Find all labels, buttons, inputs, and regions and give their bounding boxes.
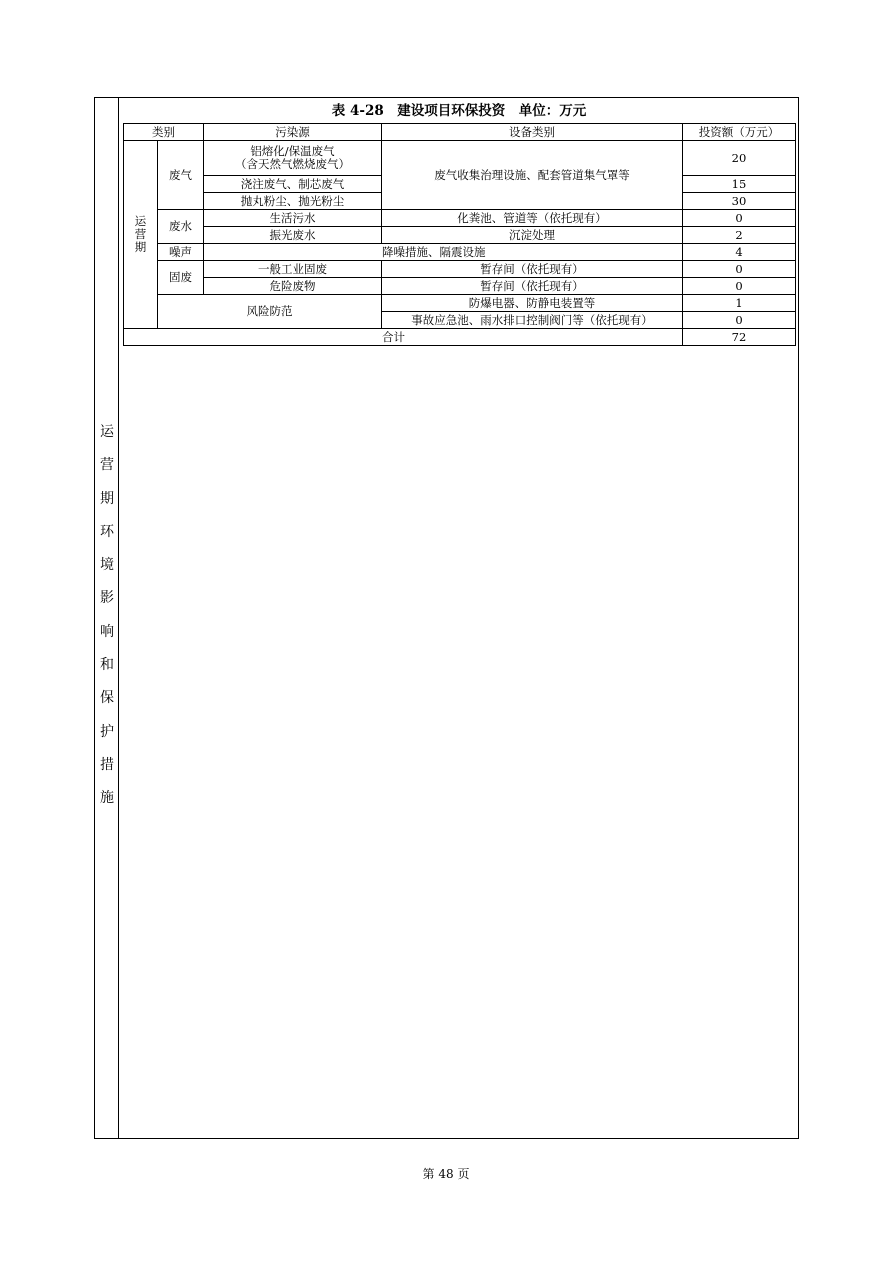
value-cell: 0 bbox=[683, 210, 796, 227]
total-label: 合计 bbox=[382, 329, 405, 344]
table-row bbox=[124, 295, 796, 312]
source-cell: 一般工业固废 bbox=[204, 261, 382, 278]
source-line: 铝熔化/保温废气 bbox=[250, 144, 335, 158]
group-noise: 噪声 bbox=[158, 244, 204, 261]
total-label-cell bbox=[124, 329, 683, 346]
header-investment: 投资额（万元） bbox=[683, 124, 796, 141]
source-cell bbox=[204, 141, 382, 176]
value-cell: 0 bbox=[683, 261, 796, 278]
source-cell: 抛丸粉尘、抛光粉尘 bbox=[204, 193, 382, 210]
table-title: 表 4-28 建设项目环保投资 单位：万元 bbox=[331, 103, 587, 119]
side-char: 保 bbox=[100, 690, 114, 707]
side-char: 环 bbox=[100, 523, 114, 540]
gas-equipment-cell: 废气收集治理设施、配套管道集气罩等 bbox=[382, 141, 683, 210]
side-char: 影 bbox=[100, 590, 114, 607]
value-cell: 20 bbox=[683, 141, 796, 176]
group-risk: 风险防范 bbox=[158, 295, 382, 329]
header-equipment: 设备类别 bbox=[382, 124, 683, 141]
group-waste-water: 废水 bbox=[158, 210, 204, 244]
value-cell: 0 bbox=[683, 312, 796, 329]
table-row bbox=[124, 244, 796, 261]
source-line: （含天然气燃烧废气） bbox=[235, 157, 350, 171]
source-cell: 危险废物 bbox=[204, 278, 382, 295]
period-char: 运 bbox=[134, 214, 147, 228]
side-char: 护 bbox=[100, 723, 114, 740]
header-category: 类别 bbox=[124, 124, 204, 141]
side-char: 运 bbox=[100, 424, 114, 440]
period-char: 营 bbox=[134, 227, 147, 241]
source-cell: 浇注废气、制芯废气 bbox=[204, 176, 382, 193]
period-char: 期 bbox=[134, 240, 147, 254]
equipment-cell: 暂存间（依托现有） bbox=[382, 261, 683, 278]
noise-equipment: 降噪措施、隔震设施 bbox=[382, 244, 486, 259]
table-row bbox=[124, 261, 796, 278]
equipment-cell: 事故应急池、雨水排口控制阀门等（依托现有） bbox=[382, 312, 683, 329]
investment-table bbox=[123, 123, 796, 346]
total-row bbox=[124, 329, 796, 346]
side-char: 期 bbox=[100, 490, 114, 507]
page-number: 第 48 页 bbox=[422, 1167, 470, 1181]
group-waste-gas: 废气 bbox=[158, 141, 204, 210]
side-column bbox=[95, 98, 119, 1138]
value-cell: 1 bbox=[683, 295, 796, 312]
header-source: 污染源 bbox=[204, 124, 382, 141]
value-cell: 0 bbox=[683, 278, 796, 295]
value-cell: 2 bbox=[683, 227, 796, 244]
source-cell: 振光废水 bbox=[204, 227, 382, 244]
side-label bbox=[95, 416, 119, 816]
side-char: 施 bbox=[100, 790, 114, 807]
table-row bbox=[124, 278, 796, 295]
equipment-cell: 暂存间（依托现有） bbox=[382, 278, 683, 295]
value-cell: 4 bbox=[683, 244, 796, 261]
value-cell: 30 bbox=[683, 193, 796, 210]
side-char: 措 bbox=[100, 756, 114, 773]
side-char: 境 bbox=[100, 557, 114, 574]
table-row bbox=[124, 227, 796, 244]
equipment-cell: 防爆电器、防静电装置等 bbox=[382, 295, 683, 312]
table-row bbox=[124, 210, 796, 227]
source-cell: 生活污水 bbox=[204, 210, 382, 227]
period-cell bbox=[124, 141, 158, 329]
total-value: 72 bbox=[683, 329, 796, 346]
table-header-row bbox=[124, 124, 796, 141]
side-char: 和 bbox=[100, 657, 114, 674]
side-char: 响 bbox=[100, 623, 114, 640]
equipment-cell: 沉淀处理 bbox=[382, 227, 683, 244]
page-frame bbox=[94, 97, 799, 1139]
equipment-cell: 化粪池、管道等（依托现有） bbox=[382, 210, 683, 227]
group-solid-waste: 固废 bbox=[158, 261, 204, 295]
value-cell: 15 bbox=[683, 176, 796, 193]
equipment-cell bbox=[204, 244, 683, 261]
side-char: 营 bbox=[100, 457, 114, 474]
